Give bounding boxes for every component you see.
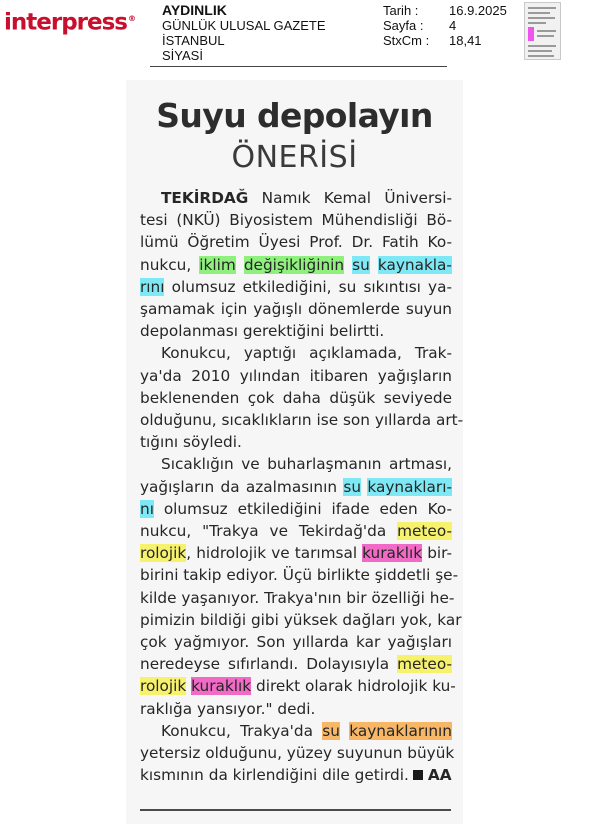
text-line — [140, 498, 452, 520]
publication-type: GÜNLÜK ULUSAL GAZETE — [162, 18, 326, 33]
paragraph-2 — [140, 342, 464, 453]
text-span: neredeyse sıfırlandı. Dolayısıyla — [140, 655, 398, 674]
highlight-keyword: kaynakla- — [377, 255, 452, 274]
page-label: Sayfa : — [383, 18, 424, 33]
text-span: yağışların da azalmasının — [140, 477, 344, 496]
highlight-keyword: rını — [140, 277, 165, 296]
highlight-keyword: rolojik — [140, 544, 187, 563]
logo-text: interpress — [4, 9, 127, 36]
paragraph-3 — [140, 453, 462, 719]
text-line: raklığa yansıyor." dedi. — [140, 699, 316, 718]
end-square-icon — [413, 770, 423, 780]
text-line — [140, 720, 452, 742]
text-line — [140, 520, 452, 542]
highlight-keyword: kaynaklarının — [349, 721, 452, 740]
text-line: Sıcaklığın ve buharlaşmanın artması, — [161, 455, 452, 474]
text-line: birini takip ediyor. Üçü birlikte şiddetli şe- — [140, 566, 459, 585]
text-line: kilde yaşanıyor. Trakya'nın bir özelliği he- — [140, 588, 455, 607]
thumb-highlight — [528, 27, 534, 41]
text-line: beklenenden çok daha düşük seviyede — [140, 388, 452, 407]
text-line — [140, 675, 456, 697]
text-span: Namık Kemal Üniversi- — [248, 189, 452, 207]
text-span: olumsuz etkilediğini, su sıkıntısı ya- — [164, 277, 452, 296]
dateline: TEKİRDAĞ — [161, 189, 249, 207]
text-line — [140, 276, 452, 298]
publication-name: AYDINLIK — [162, 2, 227, 18]
date-label: Tarih : — [383, 3, 419, 18]
publication-meta — [162, 3, 326, 63]
thumb-line — [528, 12, 550, 14]
highlight-keyword: kaynakları- — [367, 477, 452, 496]
thumb-line — [528, 55, 554, 57]
text-line: Konukcu, yaptığı açıklamada, Trak- — [161, 344, 452, 363]
text-line: depolanması gerektiğini belirtti. — [140, 322, 385, 341]
highlight-keyword: değişikliğinin — [243, 255, 345, 274]
article-headline: Suyu depolayın — [156, 96, 433, 135]
text-line — [140, 764, 452, 786]
article-body — [140, 187, 464, 786]
text-line: şamamak için yağışlı dönemlerde suyun — [140, 300, 452, 319]
highlight-keyword: kuraklık — [362, 544, 423, 563]
text-line — [140, 187, 452, 209]
text-span: , hidrolojik ve tarımsal — [186, 544, 363, 563]
thumb-line — [528, 17, 555, 19]
highlight-keyword: nı — [140, 499, 154, 518]
agency-signature: AA — [427, 766, 452, 785]
registered-mark-icon: ® — [127, 14, 135, 23]
publication-city: İSTANBUL — [162, 33, 225, 48]
interpress-logo — [4, 5, 135, 37]
text-line: ya'da 2010 yılından itibaren yağışların — [140, 366, 452, 385]
clipping-meta — [383, 3, 507, 48]
text-span: nukcu, — [140, 255, 200, 274]
text-span: bir- — [422, 544, 452, 563]
text-span: Konukcu, Trakya'da — [161, 721, 323, 740]
stxcm-value: 18,41 — [449, 33, 482, 48]
article-bottom-rule — [140, 809, 451, 811]
highlight-keyword: iklim — [199, 255, 236, 274]
stxcm-label: StxCm : — [383, 33, 430, 48]
text-span: nukcu, "Trakya ve Tekirdağ'da — [140, 522, 398, 541]
text-span: olumsuz etkilediğini ifade eden Ko- — [153, 499, 452, 518]
date-value: 16.9.2025 — [449, 3, 507, 18]
thumb-line — [528, 22, 546, 24]
highlight-keyword: su — [343, 477, 362, 496]
text-line — [140, 542, 452, 564]
highlight-keyword: kuraklık — [191, 677, 252, 696]
highlight-keyword: meteo- — [397, 522, 452, 541]
paragraph-1 — [140, 187, 452, 342]
highlight-keyword: su — [352, 255, 370, 274]
text-line: yetersiz olduğunu, yüzey suyunun büyük — [140, 744, 455, 763]
text-span: direkt olarak hidrolojik ku- — [251, 677, 456, 696]
highlight-keyword: su — [322, 721, 340, 740]
date-row — [383, 3, 507, 18]
text-line: lümü Öğretim Üyesi Prof. Dr. Fatih Ko- — [140, 233, 452, 252]
paragraph-4 — [140, 720, 455, 787]
stxcm-row — [383, 33, 507, 48]
thumb-line — [537, 35, 554, 37]
text-line: tesi (NKÜ) Biyosistem Mühendisliği Bö- — [140, 211, 452, 230]
text-line: pimizin bildiği gibi yüksek dağları yok, kar — [140, 610, 462, 629]
text-line: çok yağmıyor. Son yıllarda kar yağışları — [140, 633, 452, 652]
page-thumbnail[interactable] — [524, 2, 561, 60]
publication-section: SİYASİ — [162, 48, 203, 63]
text-span: kısmının da kirlendiğini dile getirdi. — [140, 766, 409, 785]
highlight-keyword: rolojik — [140, 677, 187, 696]
text-line — [140, 653, 452, 675]
text-line — [140, 254, 452, 276]
thumb-line — [537, 30, 556, 32]
text-line: tığını söyledi. — [140, 433, 242, 452]
highlight-keyword: meteo- — [397, 655, 452, 674]
text-line: olduğunu, sıcaklıkların ise son yıllarda art- — [140, 411, 464, 430]
header-divider — [150, 66, 447, 67]
thumb-line — [528, 50, 552, 52]
article-subheadline: ÖNERİSİ — [231, 140, 358, 175]
thumb-line — [528, 45, 556, 47]
page-row — [383, 18, 507, 33]
text-line — [140, 476, 452, 498]
page-value: 4 — [449, 18, 457, 33]
thumb-line — [528, 7, 556, 9]
